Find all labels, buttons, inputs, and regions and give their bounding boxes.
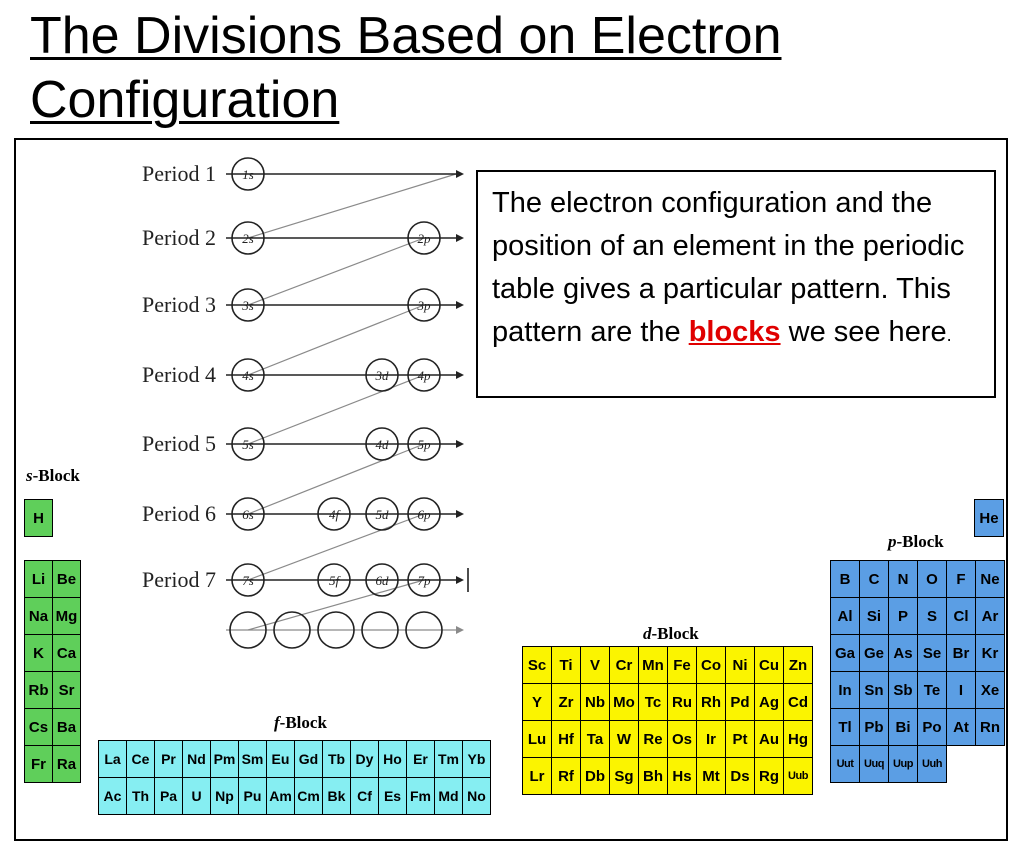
element-cell: Ac (99, 778, 127, 815)
element-cell: H (25, 500, 53, 537)
element-cell: Re (639, 721, 668, 758)
period-label: Period 4 (142, 362, 216, 387)
element-cell: Y (523, 684, 552, 721)
element-cell: Er (407, 741, 435, 778)
slide-title: The Divisions Based on Electron Configuration (30, 7, 782, 129)
element-cell: Ne (976, 561, 1005, 598)
element-cell: Md (435, 778, 463, 815)
element-cell: Uup (889, 746, 918, 783)
element-cell: Tl (831, 709, 860, 746)
element-cell: Na (25, 598, 53, 635)
orbital-label: 6p (417, 507, 431, 522)
element-cell: Ni (726, 647, 755, 684)
element-cell: O (918, 561, 947, 598)
empty-cell (947, 746, 976, 783)
orbital-label: 5s (242, 437, 254, 452)
element-cell: Al (831, 598, 860, 635)
element-row (99, 778, 491, 815)
element-row (25, 635, 81, 672)
element-cell: As (889, 635, 918, 672)
element-cell: Ra (53, 746, 81, 783)
period-label: Period 3 (142, 292, 216, 317)
element-cell: In (831, 672, 860, 709)
p-block-label: p-Block (888, 532, 944, 551)
element-cell: Li (25, 561, 53, 598)
element-cell: Mo (610, 684, 639, 721)
s-block-label: s-Block (26, 466, 80, 485)
element-cell: Uut (831, 746, 860, 783)
element-cell: Cu (755, 647, 784, 684)
element-cell: Gd (295, 741, 323, 778)
element-cell: Es (379, 778, 407, 815)
element-cell: Th (127, 778, 155, 815)
element-row (523, 647, 813, 684)
element-cell: Np (211, 778, 239, 815)
element-cell: Ta (581, 721, 610, 758)
element-cell: Xe (976, 672, 1005, 709)
element-row (831, 561, 1005, 598)
element-cell: Pr (155, 741, 183, 778)
element-cell: Mg (53, 598, 81, 635)
element-cell: Pu (239, 778, 267, 815)
diagonal-guide-line (248, 375, 424, 444)
element-cell: Rb (25, 672, 53, 709)
element-cell: C (860, 561, 889, 598)
element-row (831, 598, 1005, 635)
element-cell: F (947, 561, 976, 598)
orbital-label: 3p (417, 298, 431, 313)
element-cell: Cd (784, 684, 813, 721)
element-cell: Ho (379, 741, 407, 778)
element-cell: Hs (668, 758, 697, 795)
element-cell: Uuh (918, 746, 947, 783)
element-cell: Am (267, 778, 295, 815)
element-cell: Ir (697, 721, 726, 758)
element-cell: Po (918, 709, 947, 746)
element-cell: N (889, 561, 918, 598)
element-row (25, 709, 81, 746)
orbital-label: 5d (375, 507, 389, 522)
element-cell: Pm (211, 741, 239, 778)
diagonal-guide-line (248, 238, 424, 305)
element-row (25, 598, 81, 635)
arrowhead (456, 626, 464, 634)
element-row (831, 672, 1005, 709)
element-cell: Eu (267, 741, 295, 778)
element-cell: Cf (351, 778, 379, 815)
element-cell: Fm (407, 778, 435, 815)
element-cell: Ga (831, 635, 860, 672)
element-row (831, 746, 1005, 783)
diagonal-guide-line (248, 174, 456, 238)
orbital-label: 2p (417, 231, 431, 246)
element-cell: Rg (755, 758, 784, 795)
element-cell: Lr (523, 758, 552, 795)
element-cell: Sn (860, 672, 889, 709)
element-row (523, 758, 813, 795)
element-cell: Sb (889, 672, 918, 709)
element-cell: Db (581, 758, 610, 795)
element-cell: Nd (183, 741, 211, 778)
element-cell: Zn (784, 647, 813, 684)
element-cell: Yb (463, 741, 491, 778)
orbital-label: 1s (242, 167, 254, 182)
element-cell: Ti (552, 647, 581, 684)
period-label: Period 5 (142, 431, 216, 456)
element-cell: Br (947, 635, 976, 672)
element-cell: Os (668, 721, 697, 758)
element-row (25, 746, 81, 783)
element-cell: Pb (860, 709, 889, 746)
element-row (831, 709, 1005, 746)
diagonal-guide-line (248, 514, 424, 580)
element-cell: Ca (53, 635, 81, 672)
element-cell: Au (755, 721, 784, 758)
element-cell: Tc (639, 684, 668, 721)
element-cell: Rh (697, 684, 726, 721)
element-cell: Tb (323, 741, 351, 778)
element-row (831, 635, 1005, 672)
element-cell: P (889, 598, 918, 635)
callout-text: The electron configuration and the position of an element in the periodic table gives a particular pattern. This pattern are the (492, 187, 965, 348)
period-label: Period 6 (142, 501, 216, 526)
orbital-label: 4s (242, 368, 254, 383)
element-cell: S (918, 598, 947, 635)
orbital-label: 6d (375, 573, 389, 588)
element-cell: Bi (889, 709, 918, 746)
arrowhead (456, 301, 464, 309)
element-cell: Ce (127, 741, 155, 778)
element-cell: Hg (784, 721, 813, 758)
orbital-label: 3d (375, 368, 389, 383)
element-row (25, 561, 81, 598)
s-block-grid (24, 560, 81, 783)
element-cell: Pd (726, 684, 755, 721)
element-cell: Ar (976, 598, 1005, 635)
diagonal-guide-line (248, 444, 424, 514)
element-cell: Pa (155, 778, 183, 815)
orbital-label: 5f (328, 573, 340, 588)
element-row (25, 672, 81, 709)
element-cell: Te (918, 672, 947, 709)
f-block-label: f-Block (274, 713, 327, 732)
element-cell: Kr (976, 635, 1005, 672)
element-cell: No (463, 778, 491, 815)
diagonal-guide-line (248, 305, 424, 375)
element-cell: I (947, 672, 976, 709)
element-cell: Lu (523, 721, 552, 758)
element-cell: Sg (610, 758, 639, 795)
element-cell: Dy (351, 741, 379, 778)
element-cell: Sm (239, 741, 267, 778)
element-cell: V (581, 647, 610, 684)
orbital-label: 7s (242, 573, 254, 588)
element-cell: Co (697, 647, 726, 684)
orbital-label: 7p (417, 573, 431, 588)
element-cell: He (975, 500, 1004, 537)
element-cell: Cs (25, 709, 53, 746)
element-cell: Sr (53, 672, 81, 709)
element-cell: Mn (639, 647, 668, 684)
orbital-label: 4f (328, 507, 340, 522)
period-label: Period 1 (142, 161, 216, 186)
explanation-callout (476, 170, 996, 398)
element-cell: Zr (552, 684, 581, 721)
orbital-label: 2s (242, 231, 254, 246)
element-cell: Uub (784, 758, 813, 795)
f-block-grid (98, 740, 491, 815)
element-cell: Bk (323, 778, 351, 815)
orbital-label: 3s (242, 298, 254, 313)
orbital-label: 4d (375, 437, 389, 452)
element-row (523, 684, 813, 721)
arrowhead (456, 170, 464, 178)
callout-period: . (946, 325, 952, 345)
element-cell: Be (53, 561, 81, 598)
element-cell: Fr (25, 746, 53, 783)
element-cell: Fe (668, 647, 697, 684)
p-block-grid (830, 560, 1005, 783)
element-cell: Nb (581, 684, 610, 721)
period-label: Period 7 (142, 567, 216, 592)
orbital-label: 6s (242, 507, 254, 522)
element-cell: W (610, 721, 639, 758)
d-block-grid (522, 646, 813, 795)
element-cell: Ba (53, 709, 81, 746)
element-cell: Ds (726, 758, 755, 795)
element-cell: Ag (755, 684, 784, 721)
element-cell: Uuq (860, 746, 889, 783)
period-label: Period 2 (142, 225, 216, 250)
arrowhead (456, 510, 464, 518)
element-cell: Se (918, 635, 947, 672)
element-cell: Cr (610, 647, 639, 684)
p-block-helium (974, 499, 1004, 537)
orbital-label: 4p (417, 368, 431, 383)
element-cell: At (947, 709, 976, 746)
s-block-hydrogen (24, 499, 53, 537)
arrowhead (456, 234, 464, 242)
element-cell: Si (860, 598, 889, 635)
element-cell: Ru (668, 684, 697, 721)
element-cell: U (183, 778, 211, 815)
element-cell: Hf (552, 721, 581, 758)
empty-cell (976, 746, 1005, 783)
callout-text-end: we see here (780, 316, 947, 348)
element-cell: Ge (860, 635, 889, 672)
element-cell: Cm (295, 778, 323, 815)
element-cell: B (831, 561, 860, 598)
arrowhead (456, 371, 464, 379)
arrowhead (456, 440, 464, 448)
element-row (99, 741, 491, 778)
element-cell: Rf (552, 758, 581, 795)
element-cell: Sc (523, 647, 552, 684)
callout-keyword: blocks (688, 316, 781, 348)
element-cell: La (99, 741, 127, 778)
d-block-label: d-Block (643, 624, 699, 643)
element-cell: Pt (726, 721, 755, 758)
element-cell: Rn (976, 709, 1005, 746)
element-cell: K (25, 635, 53, 672)
element-cell: Bh (639, 758, 668, 795)
element-cell: Tm (435, 741, 463, 778)
element-row (523, 721, 813, 758)
orbital-label: 5p (417, 437, 431, 452)
element-cell: Mt (697, 758, 726, 795)
element-cell: Cl (947, 598, 976, 635)
arrowhead (456, 576, 464, 584)
